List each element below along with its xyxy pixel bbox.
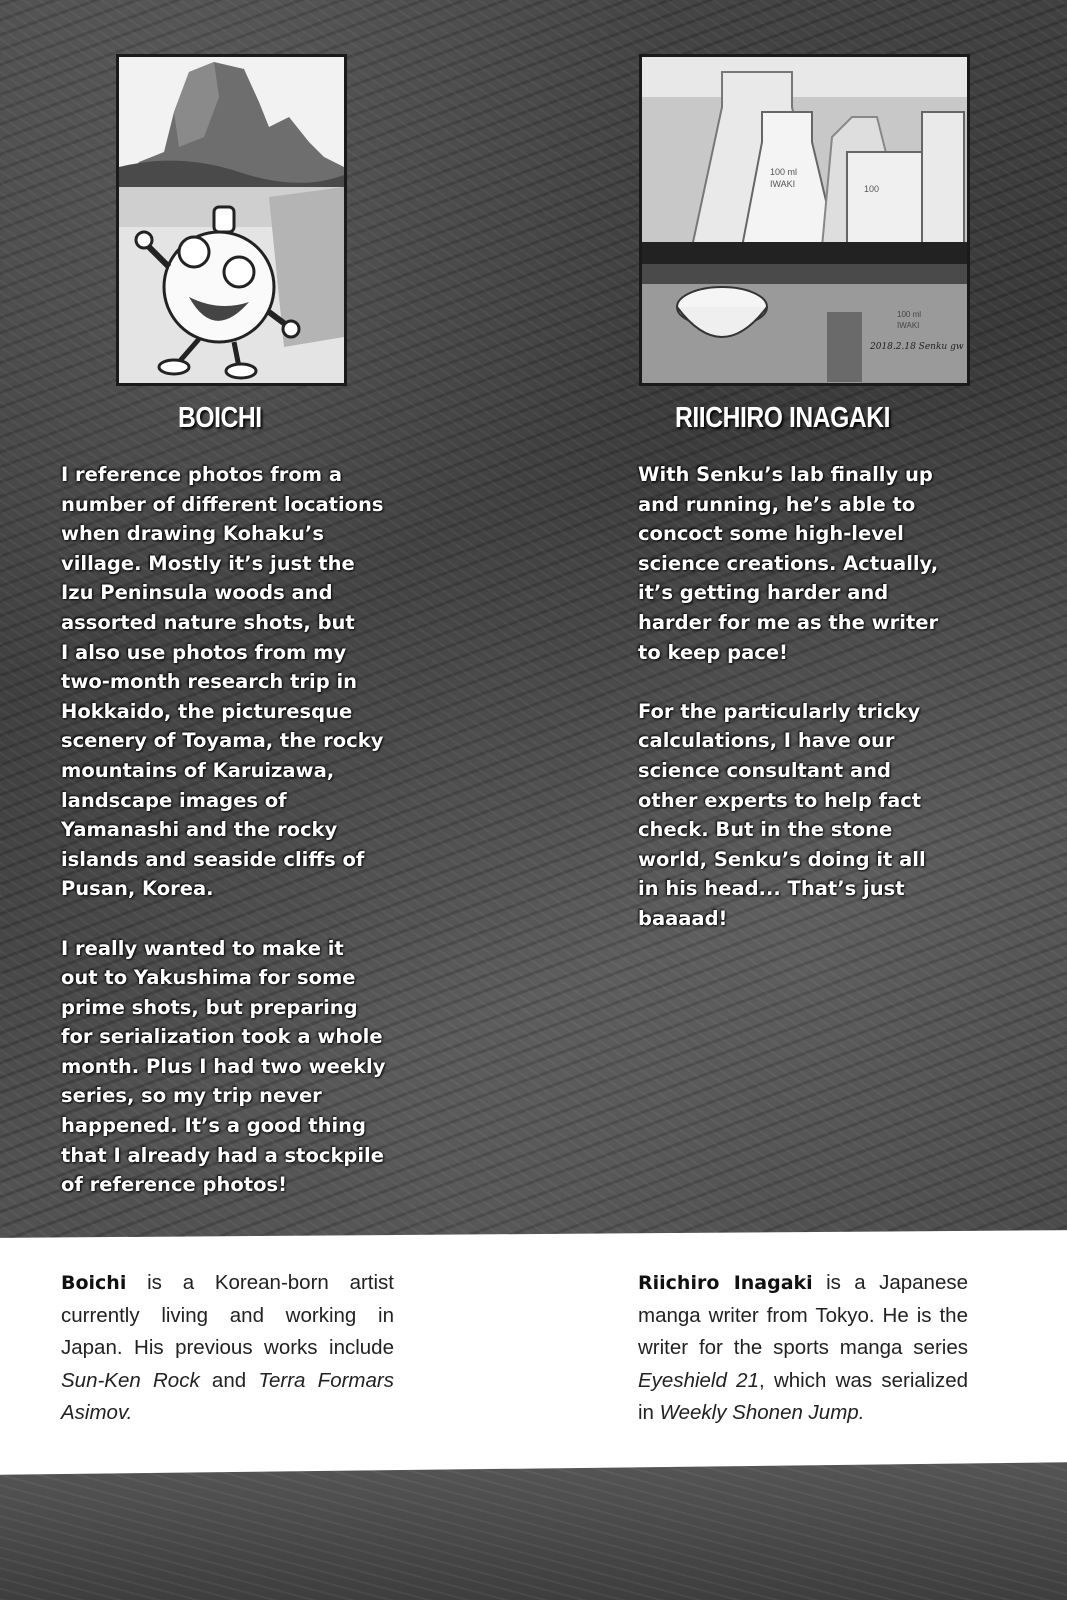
mountain-robot-illustration bbox=[119, 57, 344, 383]
inagaki-bio-work-2: Weekly Shonen Jump. bbox=[659, 1401, 865, 1424]
boichi-photo bbox=[116, 54, 347, 386]
inagaki-bio-name: Riichiro Inagaki bbox=[638, 1272, 813, 1294]
boichi-bio-work-2: Terra Formars Asimov. bbox=[61, 1368, 394, 1424]
flask-label-2: IWAKI bbox=[770, 179, 796, 189]
inagaki-comment bbox=[638, 460, 978, 963]
beaker-label: 100 bbox=[864, 184, 880, 194]
lab-glassware-photo bbox=[642, 57, 967, 383]
inagaki-heading: RIICHIRO INAGAKI bbox=[675, 402, 891, 434]
flask-label-1: 100 ml bbox=[770, 167, 798, 177]
boichi-comment-paragraph-1: I reference photos from a number of different locations when drawing Kohaku’s village. Mostly it’s just the Izu Peninsula woods and assorted nature shots, but I also use photos from my two-month research trip in Hokkaido, the picturesque scenery of Toyama, the rocky mountains of Karuizawa, landscape images of Yamanashi and the rocky islands and seaside cliffs of Pusan, Korea. bbox=[61, 463, 384, 901]
stone-texture-bottom bbox=[0, 1460, 1067, 1600]
boichi-heading: BOICHI bbox=[178, 402, 262, 434]
boichi-bio-work-1: Sun-Ken Rock bbox=[61, 1368, 200, 1392]
inagaki-comment-paragraph-1: With Senku’s lab finally up and running, he’s able to concoct some high-level science creations. Actually, it’s getting harder and harder for me as the writer to keep pace! bbox=[638, 463, 939, 664]
inagaki-bio-work-1: Eyeshield 21 bbox=[638, 1368, 759, 1392]
handwriting: 2018.2.18 Senku gw bbox=[870, 342, 964, 352]
flask-label-3: 100 ml bbox=[897, 310, 922, 319]
inagaki-bio: Riichiro Inagaki is a Japanese manga writer from Tokyo. He is the writer for the sports manga series Eyeshield 21, which was serialized in Weekly Shonen Jump. bbox=[638, 1271, 968, 1424]
inagaki-photo bbox=[639, 54, 970, 386]
flask-label-4: IWAKI bbox=[897, 321, 920, 330]
boichi-bio-name: Boichi bbox=[61, 1272, 127, 1294]
boichi-bio: Boichi is a Korean-born artist currently living and working in Japan. His previous works include Sun-Ken Rock and Terra Formars Asimov. bbox=[61, 1271, 394, 1424]
inagaki-comment-paragraph-2: For the particularly tricky calculations, I have our science consultant and other experts to help fact check. But in the stone world, Senku’s doing it all in his head... That’s just baaaad! bbox=[638, 699, 926, 930]
boichi-comment bbox=[61, 460, 431, 1229]
boichi-comment-paragraph-2: I really wanted to make it out to Yakushima for some prime shots, but preparing for serialization took a whole month. Plus I had two weekly series, so my trip never happened. It’s a good thing that I already had a stockpile of reference photos! bbox=[61, 936, 386, 1197]
